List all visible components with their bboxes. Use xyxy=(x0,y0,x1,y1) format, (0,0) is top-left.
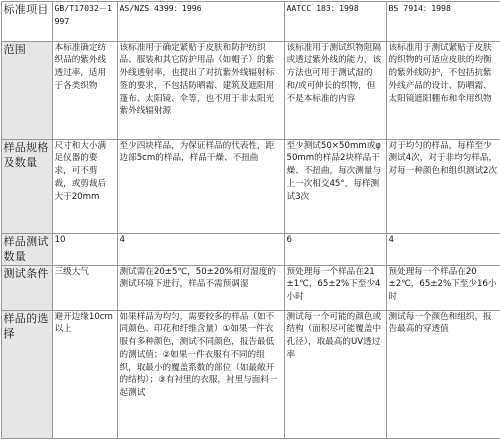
scope-aatcc-cell: 该标准用于测试织物阻隔或透过紫外线的能力，该方法也可用于测试湿的和/或可伸长的织物，但不是本标准的内容 xyxy=(284,41,386,139)
scope-as-cell: 该标准用于确定紧贴于皮肤和防护纺织品、服装和其它防护用品（如帽子）的紫外线透射率，也提出了对抗紫外线辐射标签的要求，不包括防晒霜、建筑及遮阳用篷布、太阳镜、伞等，也不用于非太阳光紫外线辐射源 xyxy=(117,41,284,139)
sample-selection-as-cell: 如果样品为均匀，需要较多的样品（如不同颜色、印花和纤维含量）①如果一件衣服有多种颜色，测试不同颜色，报告最低的测试值；②如果一件衣服有不同的组织，取最小的覆盖系数的部位（如最敞开的结构）；③有衬里的衣服，衬里与面料一起测试 xyxy=(117,310,284,438)
test-condition-aatcc-cell: 预处理每一个样品在21±1℃，65±2%下至少4小时 xyxy=(284,265,386,310)
sample-spec-bs-cell: 对于均匀的样品，每样至少测试4次，对于非均匀样品，对每一种颜色和组织测试2次 xyxy=(386,139,500,233)
header-aatcc-cell: AATCC 183：1998 xyxy=(284,1,386,41)
sample-selection-gb-cell: 避开边缘10cm以上 xyxy=(52,310,117,438)
test-condition-gb-cell: 三级大气 xyxy=(52,265,117,310)
header-gb-cell: GB/T17032－1997 xyxy=(52,1,117,41)
sample-selection-row xyxy=(1,310,500,438)
scope-bs-cell: 该标准用于测试紧贴于皮肤的织物的可适应皮肤的均衡的紫外线防护，不包括抗紫外线产品的设计、防晒霜、太阳镜遮阳棚布和伞用织物 xyxy=(386,41,500,139)
sample-count-label-cell: 样品测试数量 xyxy=(1,233,52,265)
header-label-cell: 标准项目 xyxy=(1,1,52,41)
sample-count-aatcc-cell: 6 xyxy=(284,233,386,265)
header-as-cell: AS/NZS 4399：1996 xyxy=(117,1,284,41)
sample-spec-as-cell: 至少四块样品，为保证样品的代表性，距边部5cm的样品，样品干燥、不扭曲 xyxy=(117,139,284,233)
sample-count-as-cell: 4 xyxy=(117,233,284,265)
sample-selection-label-cell: 样品的选择 xyxy=(1,310,52,438)
sample-spec-aatcc-cell: 至少测试50×50mm或φ50mm的样品2块样品干燥、不扭曲，每次测量与上一次相交45°，每样测试3次 xyxy=(284,139,386,233)
header-row xyxy=(1,1,500,41)
test-condition-row xyxy=(1,265,500,310)
header-bs-cell: BS 7914：1998 xyxy=(386,1,500,41)
scope-gb-cell: 本标准确定纺织品的紫外线透过率，适用于各类织物 xyxy=(52,41,117,139)
sample-selection-aatcc-cell: 测试每一个可能的颜色或结构（面积尽可能覆盖中孔径），取最高的UV透过率 xyxy=(284,310,386,438)
test-condition-label-cell: 测试条件 xyxy=(1,265,52,310)
sample-spec-label-cell: 样品规格及数量 xyxy=(1,139,52,233)
sample-spec-row xyxy=(1,139,500,233)
standards-comparison-table xyxy=(1,1,500,439)
scope-row xyxy=(1,41,500,139)
scope-label-cell: 范围 xyxy=(1,41,52,139)
sample-spec-gb-cell: 尺寸和大小满足仪器的要求，可不剪裁，或剪裁后大于20mm xyxy=(52,139,117,233)
sample-count-gb-cell: 10 xyxy=(52,233,117,265)
sample-count-bs-cell: 4 xyxy=(386,233,500,265)
sample-count-row xyxy=(1,233,500,265)
test-condition-bs-cell: 预处理每一个样品在20±2℃，65±2%下至少16小时 xyxy=(386,265,500,310)
test-condition-as-cell: 测试需在20±5℃，50±20%相对湿度的测试环境下进行，样品不需预调湿 xyxy=(117,265,284,310)
sample-selection-bs-cell: 测试每一个颜色和组织，报告最高的穿透值 xyxy=(386,310,500,438)
